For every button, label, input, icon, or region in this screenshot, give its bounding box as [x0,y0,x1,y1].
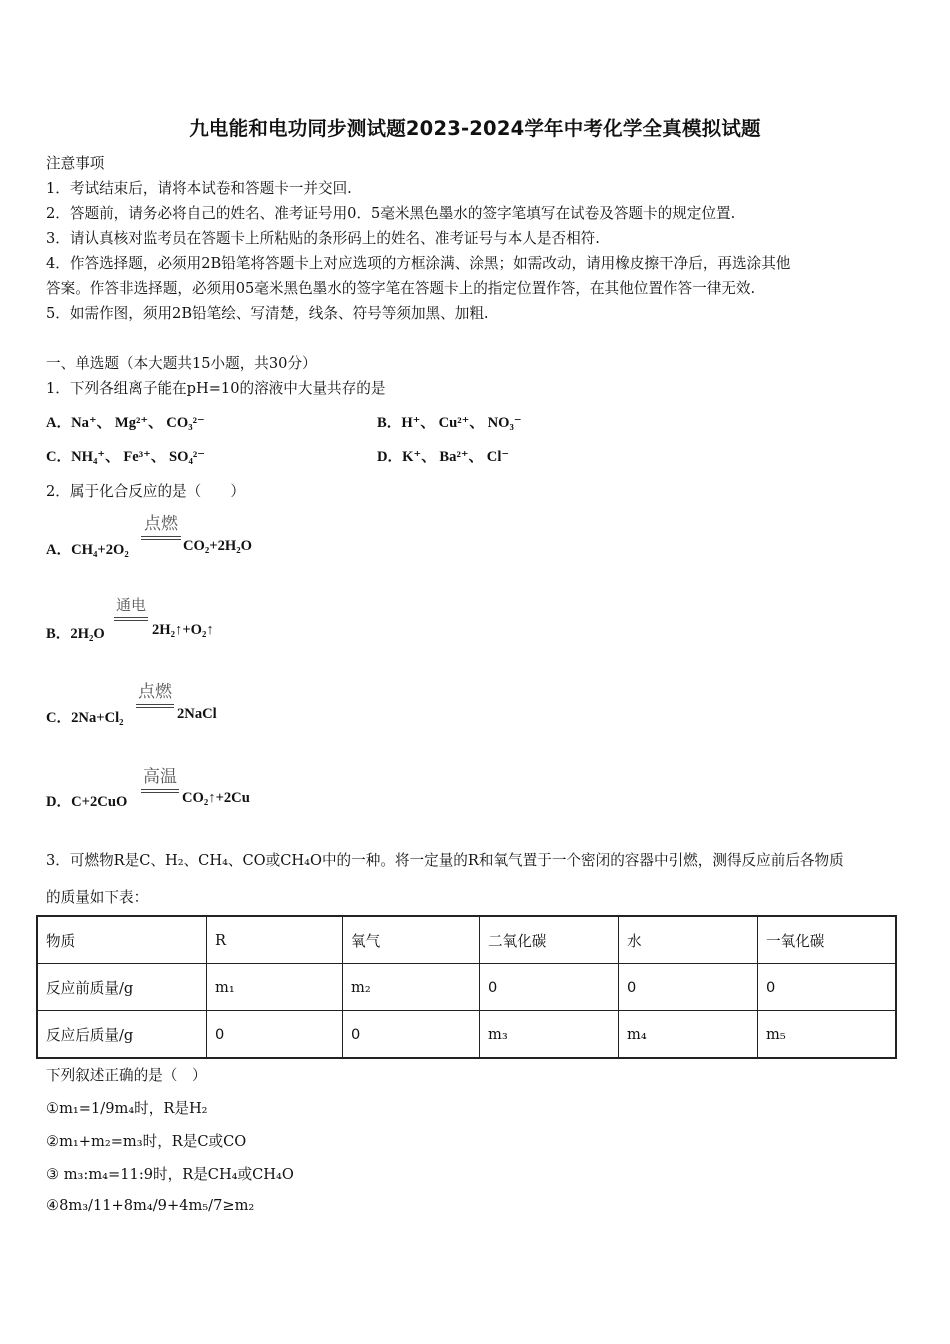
table-cell: m₂ [343,964,480,1011]
table-cell: 0 [480,964,619,1011]
section-heading: 一、单选题（本大题共15小题，共30分） [46,355,317,372]
table-cell: 0 [619,964,758,1011]
table-cell: R [207,916,343,964]
note-item: 答案。作答非选择题，必须用05毫米黑色墨水的签字笔在答题卡上的指定位置作答，在其他位置作答一律无效. [46,280,756,297]
equals-sign [114,617,148,621]
table-cell: 水 [619,916,758,964]
q2-option-d-condition [141,762,179,793]
table-cell: 二氧化碳 [480,916,619,964]
mass-table [36,915,897,1059]
q2-option-d-reactants: D．C+2CuO [46,794,128,810]
table-cell: 0 [343,1011,480,1059]
equals-sign [141,536,181,540]
table-cell: m₅ [758,1011,897,1059]
q2-option-c-condition [136,677,174,708]
question-1-stem: 1．下列各组离子能在pH=10的溶液中大量共存的是 [46,380,386,397]
page-title: 九电能和电功同步测试题2023-2024学年中考化学全真模拟试题 [189,117,761,140]
table-cell: 0 [758,964,897,1011]
statement-3: ③ m₃:m₄=11:9时，R是CH₄或CH₄O [46,1166,294,1183]
table-cell: 物质 [37,916,207,964]
question-3-stem-cont: 的质量如下表： [46,889,149,906]
table-cell: 反应前质量/g [37,964,207,1011]
note-item: 4．作答选择题，必须用2B铅笔将答题卡上对应选项的方框涂满、涂黑；如需改动，请用橡皮擦干净后，再选涂其他 [46,255,791,272]
notes-heading: 注意事项 [46,155,105,172]
note-item: 2．答题前，请务必将自己的姓名、准考证号用0．5毫米黑色墨水的签字笔填写在试卷及答题卡的规定位置. [46,205,736,222]
q1-option-b: B．H⁺、 Cu²⁺、 NO₃⁻ [377,415,522,431]
q1-option-d: D．K⁺、 Ba²⁺、 Cl⁻ [377,449,510,465]
q1-option-a: A．Na⁺、 Mg²⁺、 CO₃²⁻ [46,415,205,431]
note-item: 5．如需作图，须用2B铅笔绘、写清楚，线条、符号等须加黑、加粗. [46,305,489,322]
q2-option-a-reactants: A．CH₄+2O₂ [46,542,129,558]
question-3-ask: 下列叙述正确的是（ ） [46,1067,207,1084]
statement-1: ①m₁=1/9m₄时，R是H₂ [46,1100,208,1117]
question-2-stem: 2．属于化合反应的是（ ） [46,483,246,500]
q2-option-c-reactants: C．2Na+Cl₂ [46,710,124,726]
equals-sign [141,789,179,793]
table-row [37,1011,896,1059]
table-cell: 氧气 [343,916,480,964]
reaction-condition-label: 点燃 [144,514,178,534]
statement-2: ②m₁+m₂=m₃时，R是C或CO [46,1133,247,1150]
q2-option-b-condition [114,594,148,621]
q2-option-b-reactants: B．2H₂O [46,626,105,642]
question-3-stem: 3．可燃物R是C、H₂、CH₄、CO或CH₄O中的一种。将一定量的R和氧气置于一个密闭的容器中引燃，测得反应前后各物质 [46,852,844,869]
equals-sign [136,704,174,708]
statement-4: ④8m₃/11+8m₄/9+4m₅/7≥m₂ [46,1197,255,1214]
table-cell: 一氧化碳 [758,916,897,964]
table-row [37,964,896,1011]
note-item: 1．考试结束后，请将本试卷和答题卡一并交回. [46,180,352,197]
q1-option-c: C．NH₄⁺、 Fe³⁺、 SO₄²⁻ [46,449,205,465]
table-cell: m₄ [619,1011,758,1059]
q2-option-c-products: 2NaCl [177,706,217,722]
table-cell: 0 [207,1011,343,1059]
table-header-row [37,916,896,964]
q2-option-b-products: 2H₂↑+O₂↑ [152,622,214,638]
q2-option-a-products: CO₂+2H₂O [183,538,252,554]
reaction-condition-label: 通电 [115,596,146,614]
table-cell: m₃ [480,1011,619,1059]
reaction-condition-label: 高温 [143,767,177,787]
q2-option-d-products: CO₂↑+2Cu [182,790,250,806]
table-cell: 反应后质量/g [37,1011,207,1059]
note-item: 3．请认真核对监考员在答题卡上所粘贴的条形码上的姓名、准考证号与本人是否相符. [46,230,600,247]
q2-option-a-condition [141,509,181,540]
reaction-condition-label: 点燃 [138,682,172,702]
table-cell: m₁ [207,964,343,1011]
